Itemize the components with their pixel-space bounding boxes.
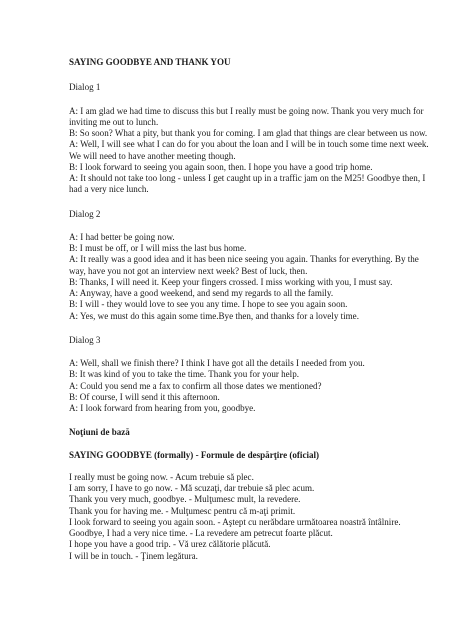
dialog-line: B: I must be off, or I will miss the last bus home. <box>69 243 247 253</box>
dialog-2 <box>69 209 434 322</box>
dialog-heading: Dialog 1 <box>69 82 101 93</box>
phrase-item: Goodbye, I had a very nice time. - La revedere am petrecut foarte plăcut. <box>69 528 333 538</box>
phrase-item: Thank you very much, goodbye. - Mulţumesc mult, la revedere. <box>69 494 301 505</box>
dialog-line: A: It should not take too long - unless I get caught up in a traffic jam on the M25! Goodbye then, I had a very nice lunch. <box>69 173 426 195</box>
dialog-line: A: I look forward from hearing from you, goodbye. <box>69 403 256 413</box>
dialog-line: B: I will - they would love to see you any time. I hope to see you again soon. <box>69 299 348 310</box>
phrase-item: I am sorry, I have to go now. - Mă scuzaţi, dar trebuie să plec acum. <box>69 483 315 493</box>
dialog-line: B: It was kind of you to take the time. Thank you for your help. <box>69 369 299 380</box>
dialog-body <box>69 106 434 196</box>
dialog-heading: Dialog 2 <box>69 208 101 219</box>
dialog-line: A: Could you send me a fax to confirm all those dates we mentioned? <box>69 380 322 391</box>
dialog-body <box>69 358 434 414</box>
dialog-line: A: Well, shall we finish there? I think I have got all the details I needed from you. <box>69 358 365 368</box>
dialog-3 <box>69 335 434 415</box>
dialog-line: A: Well, I will see what I can do for you about the loan and I will be in touch some time next week. We will need to have another meeting though. <box>69 139 429 161</box>
phrases-heading: SAYING GOODBYE (formally) - Formule de despărţire (oficial) <box>69 449 320 460</box>
phrase-item: I will be in touch. - Ţinem legătura. <box>69 550 198 561</box>
phrase-item: I really must be going now. - Acum trebuie să plec. <box>69 471 254 482</box>
phrase-item: Thank you for having me. - Mulţumesc pentru că m-aţi primit. <box>69 505 296 516</box>
notions-heading: Noţiuni de bază <box>69 427 130 438</box>
dialog-heading: Dialog 3 <box>69 334 101 345</box>
dialog-line: B: Of course, I will send it this afternoon. <box>69 391 220 402</box>
page-title: SAYING GOODBYE AND THANK YOU <box>69 57 231 67</box>
dialog-line: B: I look forward to seeing you again soon, then. I hope you have a good trip home. <box>69 161 373 172</box>
dialog-line: A: I had better be going now. <box>69 231 175 242</box>
dialog-line: B: Thanks, I will need it. Keep your fingers crossed. I miss working with you, I must say. <box>69 276 393 287</box>
dialog-line: A: Yes, we must do this again some time.Bye then, and thanks for a lovely time. <box>69 310 359 321</box>
phrase-item: I look forward to seeing you again soon. - Aştept cu nerăbdare următoarea noastră întâlnire. <box>69 516 401 527</box>
dialog-line: A: Anyway, have a good weekend, and send my regards to all the family. <box>69 288 334 298</box>
dialog-body <box>69 232 434 322</box>
phrase-list <box>69 472 434 562</box>
phrase-item: I hope you have a good trip. - Vă urez călătorie plăcută. <box>69 539 271 550</box>
dialog-line: B: So soon? What a pity, but thank you for coming. I am glad that things are clear between us now. <box>69 128 428 138</box>
dialog-line: A: It really was a good idea and it has been nice seeing you again. Thanks for everything. By the way, have you not got an interview next week? Best of luck, then. <box>69 254 419 276</box>
dialog-line: A: I am glad we had time to discuss this but I really must be going now. Thank you very much for inviting me out to lunch. <box>69 105 424 127</box>
dialog-1 <box>69 82 434 195</box>
